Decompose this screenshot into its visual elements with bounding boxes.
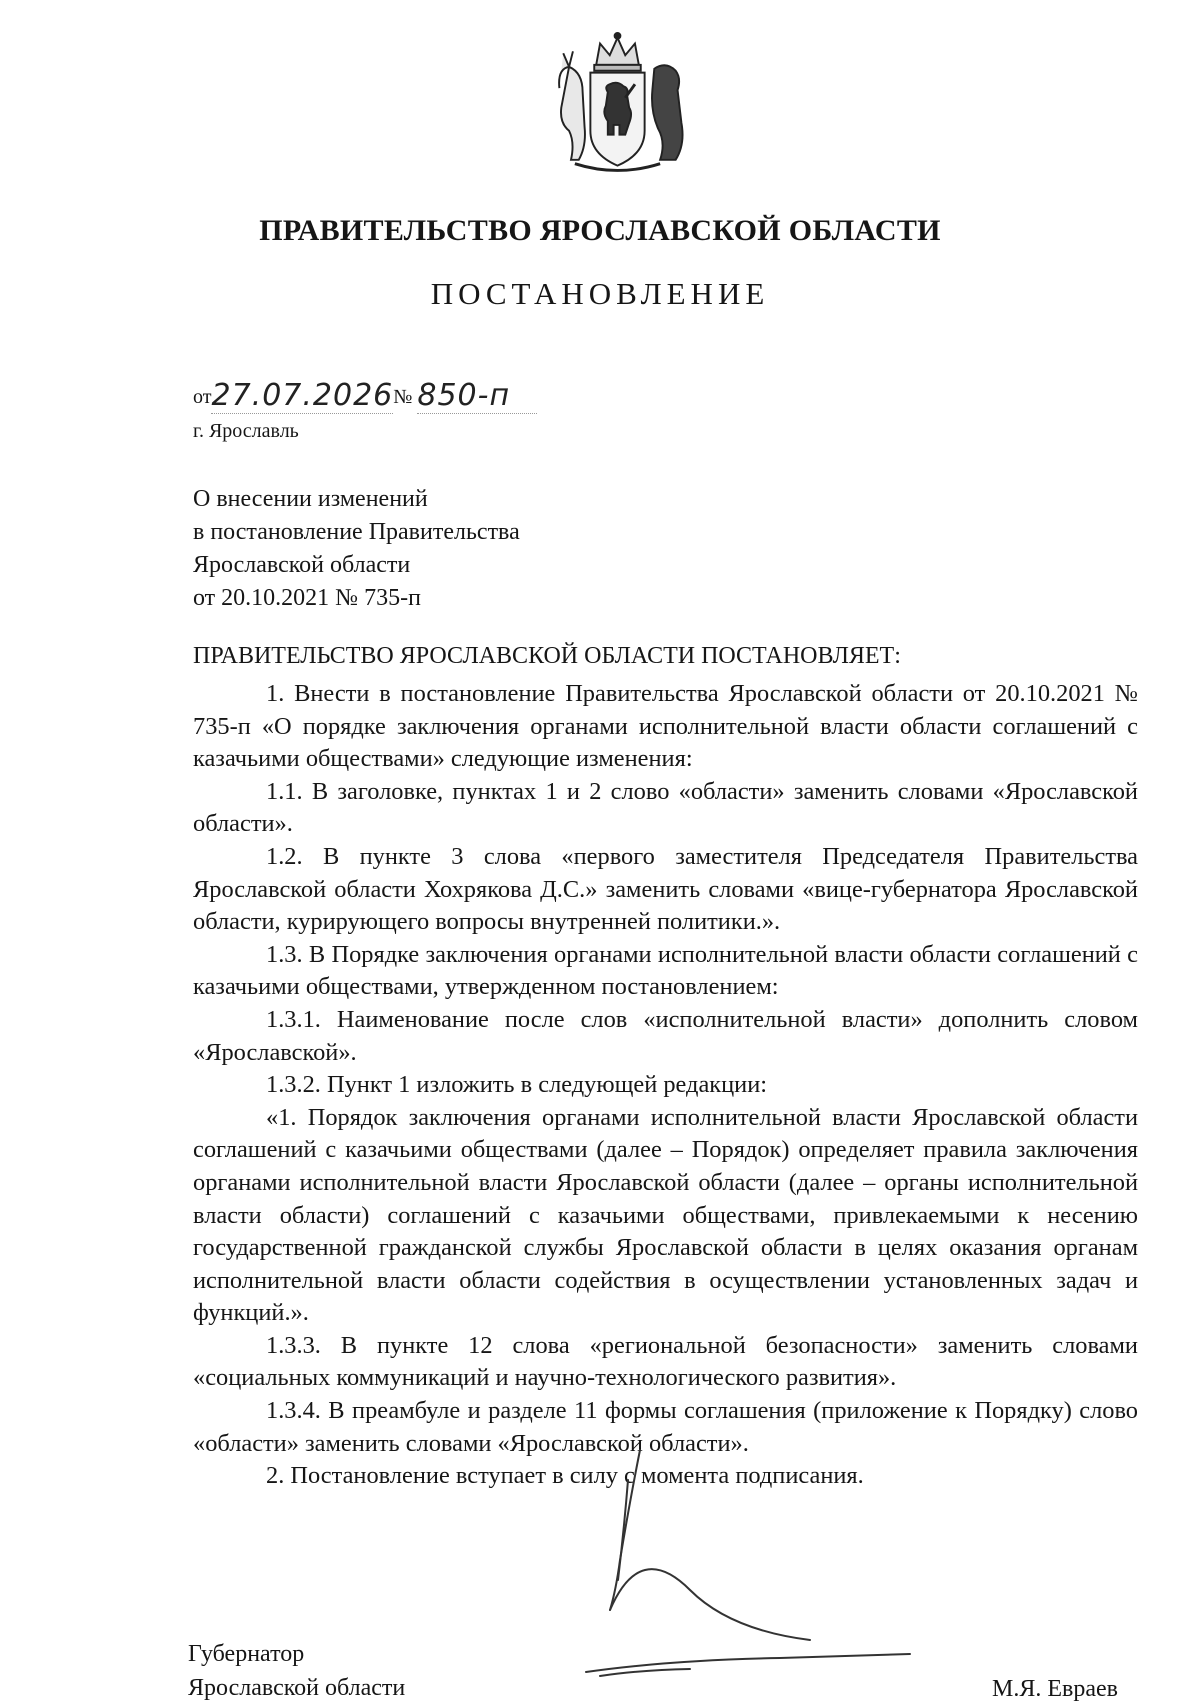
paragraph-1-2: 1.2. В пункте 3 слова «первого заместителя Председателя Правительства Ярославской области Хохрякова Д.С.» заменить словами «вице-губернатора Ярославской области, курирующего вопросы внутренней политики.».	[193, 842, 1138, 936]
handwritten-number: 850-п	[417, 378, 537, 414]
coat-of-arms-icon	[540, 30, 695, 185]
document-type: ПОСТАНОВЛЕНИЕ	[430, 276, 770, 311]
decree-phrase: ПРАВИТЕЛЬСТВО ЯРОСЛАВСКОЙ ОБЛАСТИ ПОСТАНОВЛЯЕТ:	[193, 643, 901, 669]
signatory-name: М.Я. Евраев	[992, 1676, 1118, 1702]
subject-line: О внесении изменений	[193, 486, 428, 512]
paragraph-1-3-3: 1.3.3. В пункте 12 слова «региональной безопасности» заменить словами «социальных коммуникаций и научно-технологического развития».	[193, 1331, 1138, 1392]
paragraph-1-3-2: 1.3.2. Пункт 1 изложить в следующей редакции:	[266, 1071, 768, 1099]
paragraph-1-1: 1.1. В заголовке, пунктах 1 и 2 слово «области» заменить словами «Ярославской области».	[193, 777, 1138, 838]
subject-line: от 20.10.2021 № 735-п	[193, 585, 421, 611]
handwritten-signature-icon	[580, 1440, 920, 1680]
role-line: Губернатор	[188, 1641, 305, 1667]
city: г. Ярославль	[193, 420, 299, 442]
number-label: №	[393, 386, 413, 408]
document-body	[193, 678, 1138, 1493]
role-line: Ярославской области	[188, 1675, 406, 1701]
document-subject	[193, 483, 793, 615]
paragraph-1-3-4: 1.3.4. В преамбуле и разделе 11 формы соглашения (приложение к Порядку) слово «области» заменить словами «Ярославской области».	[193, 1397, 1138, 1457]
registration-line	[193, 376, 537, 416]
subject-line: Ярославской области	[193, 552, 411, 578]
signatory-role	[188, 1637, 405, 1705]
date-label: от	[193, 386, 212, 408]
paragraph-1-3: 1.3. В Порядке заключения органами исполнительной власти области соглашений с казачьими обществами, утвержденном постановлением:	[193, 940, 1138, 1001]
quoted-paragraph: «1. Порядок заключения органами исполнительной власти Ярославской области соглашений с казачьими обществами (далее – Порядок) определяет правила заключения органами исполнительной власти Ярославской области (далее – органы исполнительной власти области) соглашений с казачьими обществами, привлекаемыми к несению государственной гражданской службы Ярославской области в целях оказания органам исполнительной власти области содействия в осуществлении установленных задач и функций.».	[193, 1103, 1138, 1327]
government-title: ПРАВИТЕЛЬСТВО ЯРОСЛАВСКОЙ ОБЛАСТИ	[259, 214, 941, 247]
paragraph-1-3-1: 1.3.1. Наименование после слов «исполнительной власти» дополнить словом «Ярославской».	[193, 1005, 1138, 1066]
handwritten-date: 27.07.2026	[211, 378, 394, 413]
subject-line: в постановление Правительства	[193, 519, 520, 545]
paragraph-2: 2. Постановление вступает в силу с момента подписания.	[266, 1462, 864, 1490]
paragraph-1: 1. Внести в постановление Правительства Ярославской области от 20.10.2021 № 735-п «О порядке заключения органами исполнительной власти области соглашений с казачьими обществами» следующие изменения:	[193, 680, 1138, 773]
